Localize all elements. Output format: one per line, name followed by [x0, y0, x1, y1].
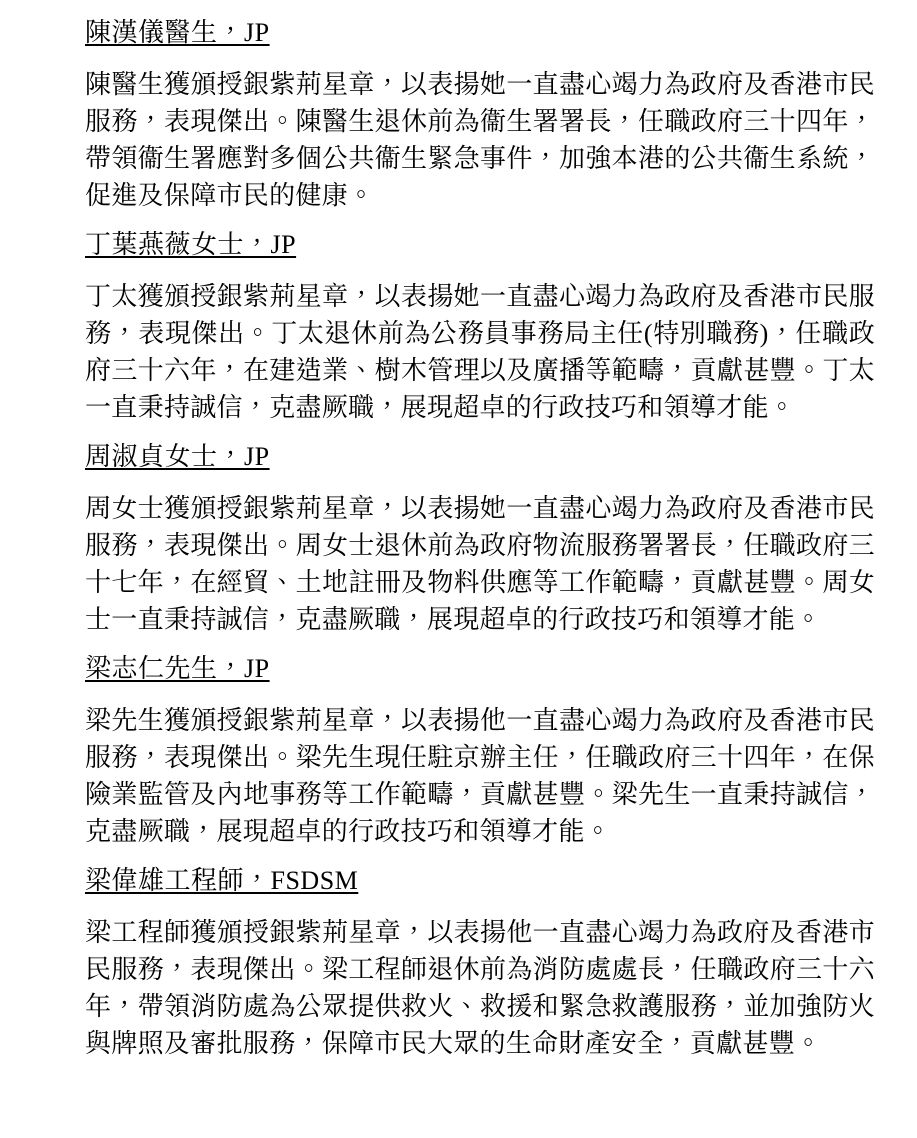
- recipient-name-heading: 陳漢儀醫生，JP: [85, 18, 270, 47]
- recipient-name-heading: 梁志仁先生，JP: [85, 654, 270, 683]
- award-citation-section: [85, 14, 875, 214]
- citation-paragraph: 梁先生獲頒授銀紫荊星章，以表揚他一直盡心竭力為政府及香港市民服務，表現傑出。梁先生現任駐京辦主任，任職政府三十四年，在保險業監管及內地事務等工作範疇，貢獻甚豐。梁先生一直秉持誠信，克盡厥職，展現超卓的行政技巧和領導才能。: [85, 706, 875, 846]
- citation-paragraph: 陳醫生獲頒授銀紫荊星章，以表揚她一直盡心竭力為政府及香港市民服務，表現傑出。陳醫生退休前為衞生署署長，任職政府三十四年，帶領衞生署應對多個公共衞生緊急事件，加強本港的公共衞生系統，促進及保障市民的健康。: [85, 70, 875, 210]
- recipient-name-heading: 梁偉雄工程師，FSDSM: [85, 866, 359, 895]
- citation-paragraph: 丁太獲頒授銀紫荊星章，以表揚她一直盡心竭力為政府及香港市民服務，表現傑出。丁太退休前為公務員事務局主任(特別職務)，任職政府三十六年，在建造業、樹木管理以及廣播等範疇，貢獻甚豐。丁太一直秉持誠信，克盡厥職，展現超卓的行政技巧和領導才能。: [85, 282, 875, 422]
- award-citation-section: [85, 438, 875, 638]
- recipient-name-heading: 周淑貞女士，JP: [85, 442, 270, 471]
- award-citation-section: [85, 226, 875, 426]
- citation-paragraph: 梁工程師獲頒授銀紫荊星章，以表揚他一直盡心竭力為政府及香港市民服務，表現傑出。梁工程師退休前為消防處處長，任職政府三十六年，帶領消防處為公眾提供救火、救援和緊急救護服務，並加強防火與牌照及審批服務，保障市民大眾的生命財產安全，貢獻甚豐。: [85, 918, 875, 1058]
- award-citation-section: [85, 650, 875, 850]
- award-citation-section: [85, 862, 875, 1062]
- recipient-name-heading: 丁葉燕薇女士，JP: [85, 230, 297, 259]
- citation-paragraph: 周女士獲頒授銀紫荊星章，以表揚她一直盡心竭力為政府及香港市民服務，表現傑出。周女士退休前為政府物流服務署署長，任職政府三十七年，在經貿、土地註冊及物料供應等工作範疇，貢獻甚豐。周女士一直秉持誠信，克盡厥職，展現超卓的行政技巧和領導才能。: [85, 494, 875, 634]
